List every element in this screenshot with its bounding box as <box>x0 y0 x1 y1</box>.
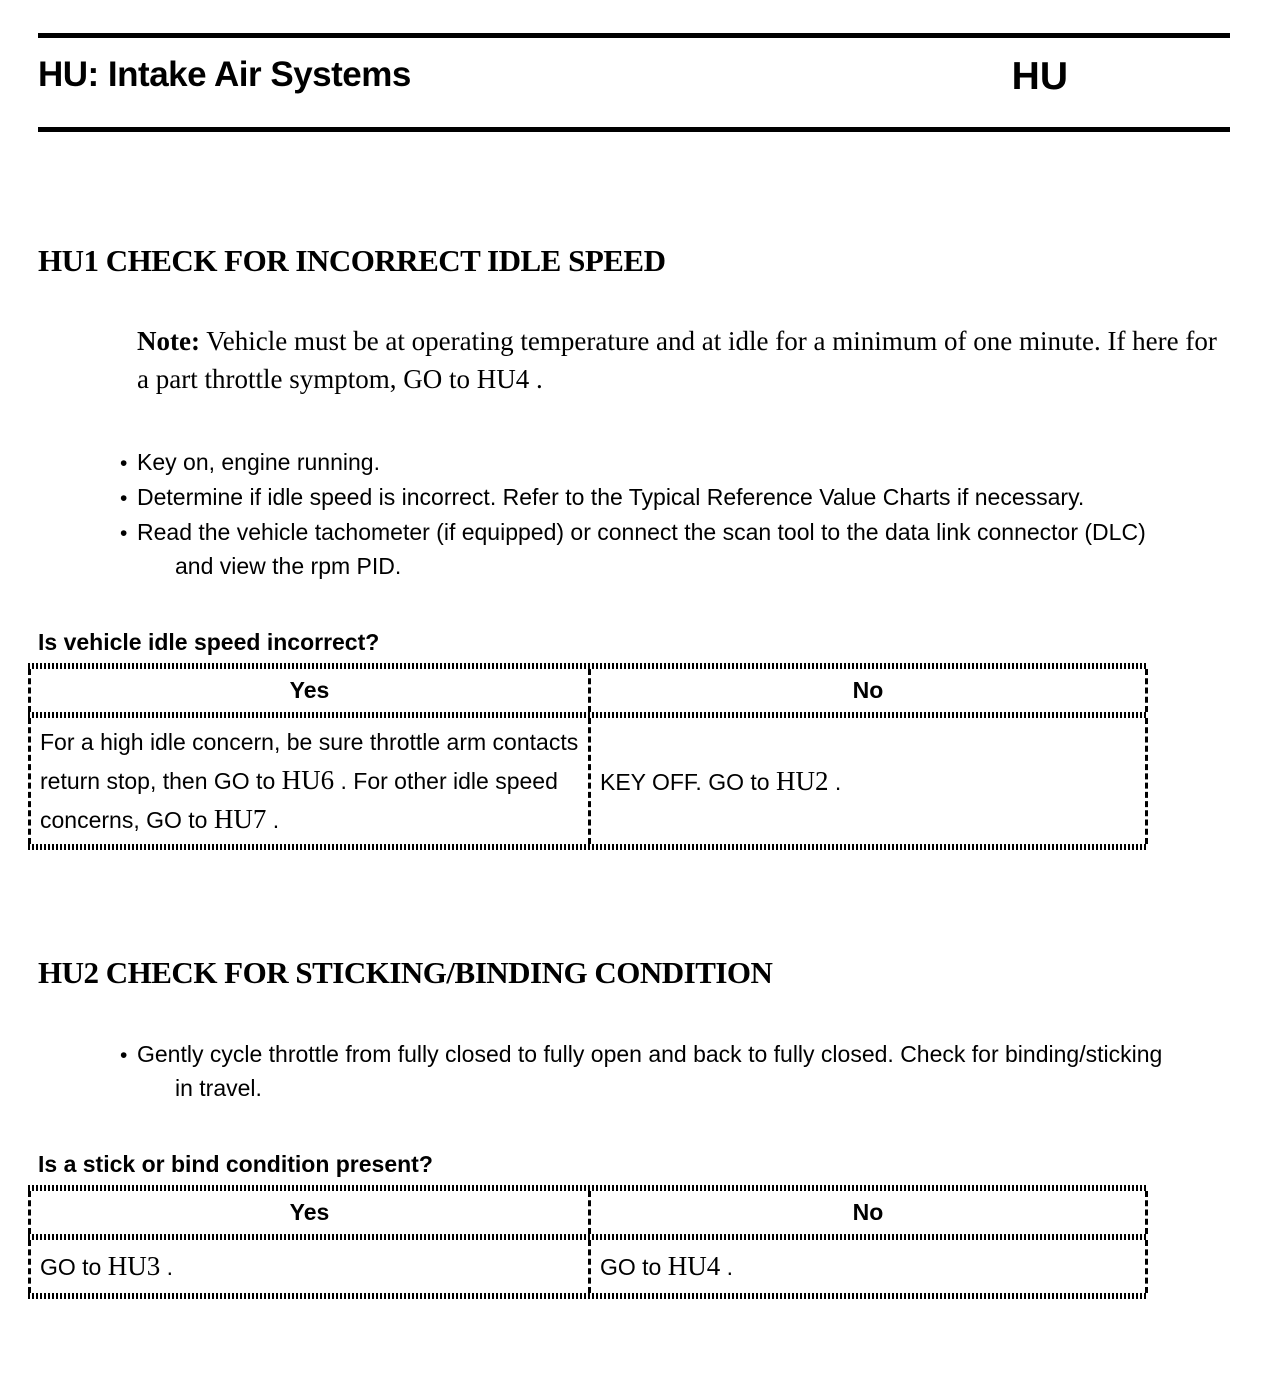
table-border-bottom <box>28 1293 1148 1299</box>
bullet-text: Read the vehicle tachometer (if equipped) or connect the scan tool to the data link connector (DLC) and view the rpm PID. <box>137 519 1146 579</box>
header-rule-bottom <box>38 127 1230 132</box>
yes-cell <box>28 718 588 844</box>
bullet-text: Gently cycle throttle from fully closed to fully open and back to fully closed. Check for binding/sticking in travel. <box>137 1041 1163 1101</box>
bullet-text: Determine if idle speed is incorrect. Refer to the Typical Reference Value Charts if necessary. <box>137 484 1085 510</box>
bullet-icon: • <box>120 487 128 510</box>
list-item <box>120 1038 1180 1105</box>
link-hu2[interactable]: HU2 <box>775 765 829 796</box>
heading-hu1: HU1 CHECK FOR INCORRECT IDLE SPEED <box>38 243 666 278</box>
table-header-row <box>28 1191 1148 1234</box>
section-code: HU <box>1011 55 1068 98</box>
no-header-cell: No <box>588 669 1148 712</box>
list-item <box>120 446 1180 480</box>
yes-cell-text: . <box>160 1254 174 1280</box>
no-cell-text <box>600 1247 733 1286</box>
no-cell <box>588 1240 1148 1293</box>
heading-hu2: HU2 CHECK FOR STICKING/BINDING CONDITION <box>38 955 773 990</box>
bullet-list-hu2 <box>120 1038 1180 1105</box>
no-cell-text: . <box>720 1254 734 1280</box>
link-hu3[interactable]: HU3 <box>107 1251 161 1281</box>
link-hu7[interactable]: HU7 <box>213 804 267 834</box>
table-border-bottom <box>28 844 1148 850</box>
yes-cell-text: . For other idle speed concerns, GO to <box>40 768 558 833</box>
table-body-row <box>28 718 1148 844</box>
page-header <box>38 55 1226 99</box>
yes-cell-text: GO to <box>40 1254 108 1280</box>
yes-cell-text: For a high idle concern, be sure throttle arm contacts return stop, then GO to <box>40 729 579 794</box>
yes-cell-text: . <box>266 807 280 833</box>
yes-header-cell: Yes <box>28 669 588 712</box>
no-cell-text: GO to <box>600 1254 668 1280</box>
note-text: Vehicle must be at operating temperature and at idle for a minimum of one minute. If here for a part throttle symptom, GO to HU4 . <box>137 326 1217 394</box>
decision-table-hu2 <box>28 1185 1148 1299</box>
link-hu4[interactable]: HU4 <box>667 1251 721 1281</box>
bullet-icon: • <box>120 452 128 475</box>
question-hu1: Is vehicle idle speed incorrect? <box>38 629 380 655</box>
note-hu1 <box>137 322 1228 398</box>
decision-table-hu1 <box>28 663 1148 850</box>
bullet-list-hu1 <box>120 446 1180 583</box>
table-body-row <box>28 1240 1148 1293</box>
no-cell <box>588 718 1148 844</box>
bullet-text: Key on, engine running. <box>137 449 380 475</box>
no-cell-text <box>600 762 841 801</box>
link-hu6[interactable]: HU6 <box>281 765 335 795</box>
question-hu2: Is a stick or bind condition present? <box>38 1151 433 1177</box>
no-header-cell: No <box>588 1191 1148 1234</box>
yes-cell-text <box>40 1247 173 1286</box>
bullet-icon: • <box>120 1044 128 1067</box>
yes-header-cell: Yes <box>28 1191 588 1234</box>
table-header-row <box>28 669 1148 712</box>
no-cell-text: . <box>828 768 842 795</box>
list-item <box>120 516 1180 583</box>
yes-cell <box>28 1240 588 1293</box>
header-rule-top <box>38 33 1230 38</box>
bullet-icon: • <box>120 522 128 545</box>
list-item <box>120 481 1180 515</box>
no-cell-text: KEY OFF. GO to <box>600 768 776 795</box>
page-title: HU: Intake Air Systems <box>38 55 411 94</box>
note-label: Note: <box>137 326 200 356</box>
